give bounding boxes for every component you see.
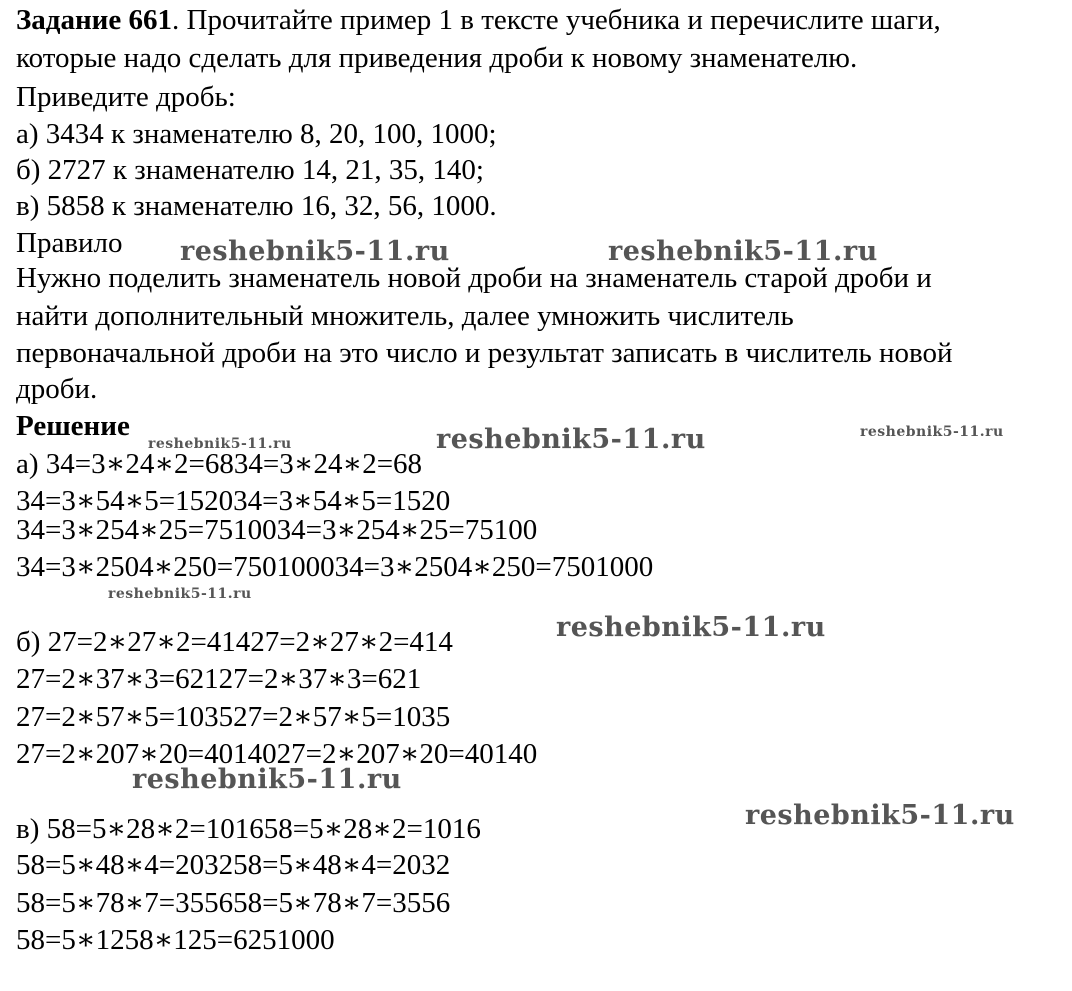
solution-a-line-1: а) 34=3∗24∗2=6834=3∗24∗2=68: [16, 448, 423, 480]
watermark: reshebnik5-11.ru: [556, 612, 826, 643]
solution-b-line-1: б) 27=2∗27∗2=41427=2∗27∗2=414: [16, 626, 453, 658]
task-item-b: б) 2727 к знаменателю 14, 21, 35, 140;: [16, 154, 484, 186]
solution-a-line-4: 34=3∗2504∗250=750100034=3∗2504∗250=7501000: [16, 551, 654, 583]
solution-a-line-3: 34=3∗254∗25=7510034=3∗254∗25=75100: [16, 514, 538, 546]
watermark: reshebnik5-11.ru: [132, 764, 402, 795]
task-item-c: в) 5858 к знаменателю 16, 32, 56, 1000.: [16, 190, 497, 222]
solution-b-line-3: 27=2∗57∗5=103527=2∗57∗5=1035: [16, 701, 451, 733]
watermark: reshebnik5-11.ru: [148, 436, 292, 452]
solution-c-line-3: 58=5∗78∗7=355658=5∗78∗7=3556: [16, 887, 451, 919]
watermark: reshebnik5-11.ru: [860, 424, 1004, 440]
solution-heading: Решение: [16, 410, 130, 442]
rule-line-4: дроби.: [16, 373, 98, 405]
task-line-1: [16, 2, 941, 38]
task-item-a: а) 3434 к знаменателю 8, 20, 100, 1000;: [16, 118, 497, 150]
watermark: reshebnik5-11.ru: [108, 586, 252, 602]
watermark: reshebnik5-11.ru: [180, 236, 450, 267]
rule-line-2: найти дополнительный множитель, далее умножить числитель: [16, 300, 794, 332]
solution-b-line-4: 27=2∗207∗20=4014027=2∗207∗20=40140: [16, 738, 538, 770]
solution-c-line-2: 58=5∗48∗4=203258=5∗48∗4=2032: [16, 849, 451, 881]
watermark: reshebnik5-11.ru: [608, 236, 878, 267]
rule-heading: Правило: [16, 227, 123, 259]
solution-c-line-1: в) 58=5∗28∗2=101658=5∗28∗2=1016: [16, 813, 481, 845]
solution-b-line-2: 27=2∗37∗3=62127=2∗37∗3=621: [16, 663, 422, 695]
task-line-2: которые надо сделать для приведения дроби к новому знаменателю.: [16, 42, 858, 74]
task-title: Задание 661: [16, 4, 173, 36]
task-line-3: Приведите дробь:: [16, 81, 236, 113]
watermark: reshebnik5-11.ru: [436, 424, 706, 455]
solution-a-line-2: 34=3∗54∗5=152034=3∗54∗5=1520: [16, 485, 451, 517]
rule-line-1: Нужно поделить знаменатель новой дроби на знаменатель старой дроби и: [16, 262, 932, 294]
solution-c-line-4: 58=5∗1258∗125=6251000: [16, 924, 335, 956]
watermark: reshebnik5-11.ru: [745, 800, 1015, 831]
task-text-1: . Прочитайте пример 1 в тексте учебника и перечислите шаги,: [172, 4, 941, 36]
rule-line-3: первоначальной дроби на это число и результат записать в числитель новой: [16, 337, 953, 369]
